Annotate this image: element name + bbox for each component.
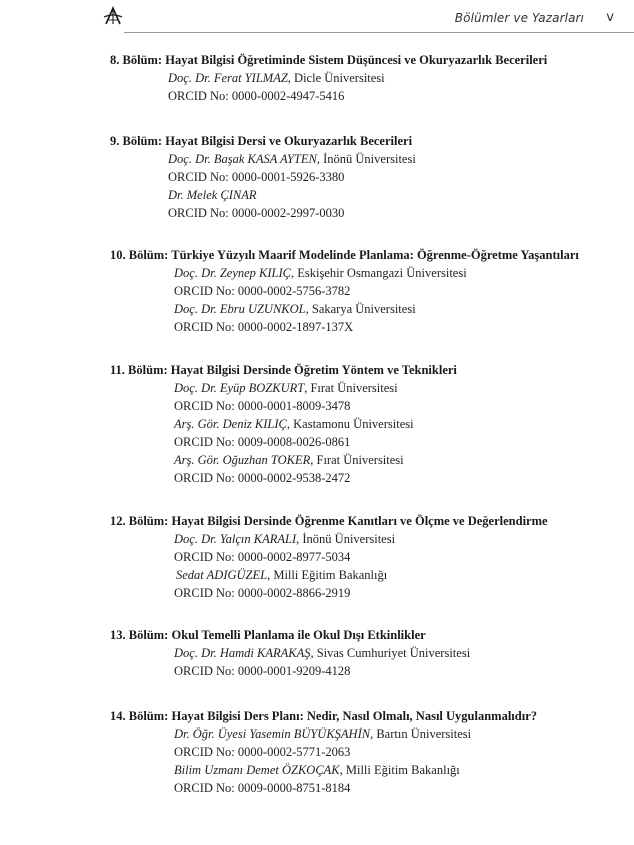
orcid-line	[174, 743, 350, 761]
orcid-label: ORCID No:	[174, 664, 235, 678]
orcid-value: 0000-0002-1897-137X	[237, 320, 354, 334]
chapter-number: 11. Bölüm:	[110, 363, 168, 377]
chapter-heading	[110, 246, 579, 264]
author-name: Sedat ADIGÜZEL	[176, 568, 268, 582]
author-name: Arş. Gör. Deniz KILIÇ	[174, 417, 287, 431]
page-number: v	[606, 10, 614, 25]
author-line	[176, 566, 387, 584]
author-affiliation: , Dicle Üniversitesi	[287, 71, 385, 85]
orcid-line	[174, 433, 350, 451]
orcid-value: 0009-0000-8751-8184	[237, 781, 351, 795]
author-affiliation: , Bartın Üniversitesi	[370, 727, 472, 741]
orcid-label: ORCID No:	[174, 320, 235, 334]
author-line	[168, 186, 257, 204]
author-line	[174, 379, 398, 397]
author-name: Doç. Dr. Ferat YILMAZ	[168, 71, 288, 85]
author-affiliation: , Eskişehir Osmangazi Üniversitesi	[291, 266, 467, 280]
orcid-label: ORCID No:	[168, 206, 229, 220]
orcid-value: 0000-0001-8009-3478	[237, 399, 351, 413]
orcid-line	[174, 318, 353, 336]
author-line	[174, 644, 470, 662]
author-affiliation: , Fırat Üniversitesi	[304, 381, 398, 395]
author-line	[174, 761, 460, 779]
author-name: Dr. Öğr. Üyesi Yasemin BÜYÜKŞAHİN	[174, 727, 371, 741]
author-line	[174, 264, 467, 282]
author-name: Dr. Melek ÇINAR	[168, 188, 257, 202]
orcid-line	[168, 87, 344, 105]
chapter-number: 10. Bölüm:	[110, 248, 169, 262]
orcid-value: 0000-0002-8977-5034	[237, 550, 351, 564]
orcid-line	[174, 469, 350, 487]
orcid-value: 0000-0002-5771-2063	[237, 745, 351, 759]
orcid-value: 0000-0002-5756-3782	[237, 284, 351, 298]
author-name: Doç. Dr. Zeynep KILIÇ	[174, 266, 292, 280]
author-line	[168, 150, 416, 168]
author-name: Doç. Dr. Ebru UZUNKOL	[174, 302, 306, 316]
author-affiliation: , Milli Eğitim Bakanlığı	[267, 568, 388, 582]
chapter-number: 13. Bölüm:	[110, 628, 169, 642]
chapter-title: Hayat Bilgisi Dersinde Öğretim Yöntem ve Teknikleri	[170, 363, 457, 377]
orcid-label: ORCID No:	[174, 745, 235, 759]
orcid-line	[168, 168, 344, 186]
orcid-value: 0000-0002-4947-5416	[231, 89, 345, 103]
author-affiliation: , Milli Eğitim Bakanlığı	[339, 763, 460, 777]
chapter-title: Hayat Bilgisi Dersi ve Okuryazarlık Becerileri	[165, 134, 413, 148]
author-name: Doç. Dr. Yalçın KARALI	[174, 532, 297, 546]
orcid-line	[174, 584, 350, 602]
chapter-title: Hayat Bilgisi Öğretiminde Sistem Düşüncesi ve Okuryazarlık Becerileri	[165, 53, 548, 67]
chapter-title: Hayat Bilgisi Ders Planı: Nedir, Nasıl Olmalı, Nasıl Uygulanmalıdır?	[171, 709, 537, 723]
chapter-heading	[110, 132, 412, 150]
author-affiliation: , İnönü Üniversitesi	[316, 152, 416, 166]
chapter-number: 14. Bölüm:	[110, 709, 169, 723]
orcid-value: 0000-0002-9538-2472	[237, 471, 351, 485]
orcid-label: ORCID No:	[168, 89, 229, 103]
orcid-label: ORCID No:	[168, 170, 229, 184]
author-affiliation: , Sakarya Üniversitesi	[305, 302, 416, 316]
author-name: Doç. Dr. Başak KASA AYTEN	[168, 152, 317, 166]
author-line	[174, 725, 471, 743]
chapter-title: Hayat Bilgisi Dersinde Öğrenme Kanıtları ve Ölçme ve Değerlendirme	[171, 514, 548, 528]
orcid-label: ORCID No:	[174, 781, 235, 795]
author-name: Bilim Uzmanı Demet ÖZKOÇAK	[174, 763, 340, 777]
chapter-title: Türkiye Yüzyılı Maarif Modelinde Planlama: Öğrenme-Öğretme Yaşantıları	[171, 248, 579, 262]
orcid-label: ORCID No:	[174, 586, 235, 600]
chapter-number: 12. Bölüm:	[110, 514, 169, 528]
stylized-a-logo-icon	[103, 6, 123, 26]
author-affiliation: , Sivas Cumhuriyet Üniversitesi	[310, 646, 471, 660]
author-line	[174, 530, 395, 548]
author-line	[168, 69, 385, 87]
chapter-heading	[110, 361, 457, 379]
author-name: Arş. Gör. Oğuzhan TOKER	[174, 453, 311, 467]
orcid-line	[174, 397, 350, 415]
author-name: Doç. Dr. Hamdi KARAKAŞ	[174, 646, 311, 660]
author-line	[174, 415, 414, 433]
author-line	[174, 451, 404, 469]
orcid-label: ORCID No:	[174, 550, 235, 564]
orcid-line	[174, 779, 350, 797]
author-name: Doç. Dr. Eyüp BOZKURT	[174, 381, 305, 395]
header-divider	[124, 32, 634, 33]
orcid-value: 0009-0008-0026-0861	[237, 435, 351, 449]
chapter-heading	[110, 512, 548, 530]
orcid-value: 0000-0001-5926-3380	[231, 170, 345, 184]
orcid-line	[174, 282, 350, 300]
orcid-line	[174, 548, 350, 566]
author-affiliation: , İnönü Üniversitesi	[296, 532, 396, 546]
orcid-value: 0000-0001-9209-4128	[237, 664, 351, 678]
orcid-label: ORCID No:	[174, 435, 235, 449]
author-affiliation: , Kastamonu Üniversitesi	[286, 417, 414, 431]
orcid-label: ORCID No:	[174, 399, 235, 413]
chapter-heading	[110, 707, 537, 725]
orcid-value: 0000-0002-8866-2919	[237, 586, 351, 600]
orcid-value: 0000-0002-2997-0030	[231, 206, 345, 220]
chapter-number: 9. Bölüm:	[110, 134, 163, 148]
orcid-line	[168, 204, 344, 222]
author-affiliation: , Fırat Üniversitesi	[310, 453, 404, 467]
orcid-label: ORCID No:	[174, 471, 235, 485]
chapter-heading	[110, 51, 547, 69]
chapter-title: Okul Temelli Planlama ile Okul Dışı Etkinlikler	[171, 628, 426, 642]
chapter-heading	[110, 626, 426, 644]
chapter-number: 8. Bölüm:	[110, 53, 163, 67]
page-header	[0, 0, 634, 34]
running-title: Bölümler ve Yazarları	[454, 11, 584, 25]
orcid-line	[174, 662, 350, 680]
orcid-label: ORCID No:	[174, 284, 235, 298]
author-line	[174, 300, 416, 318]
